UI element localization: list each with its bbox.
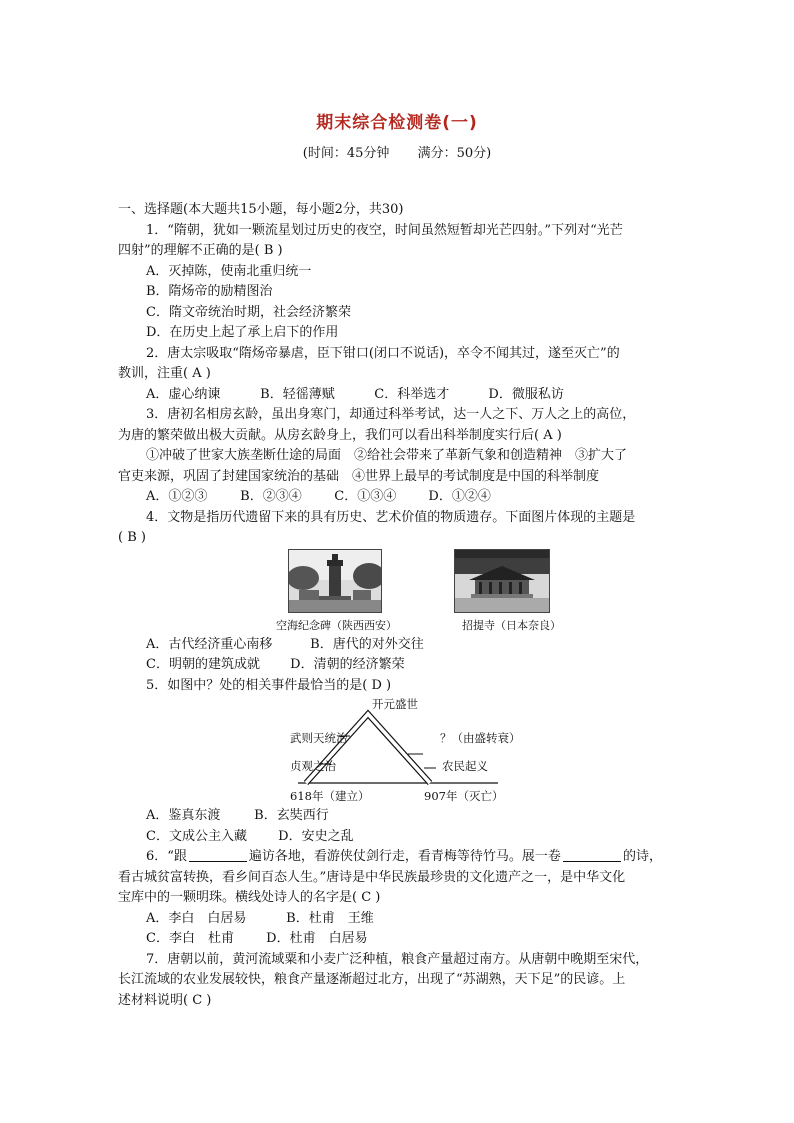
q6-stem-part3: 的诗，: [622, 849, 662, 864]
q5-option-d: D．安史之乱: [278, 828, 354, 844]
q3-items: ①冲破了世家大族垄断仕途的局面 ②给社会带来了革新气象和创造精神 ③扩大了: [146, 448, 628, 463]
q3-option-d: D．①②④: [428, 489, 491, 504]
q2-stem: 2．唐太宗吸取“隋炀帝暴虐，臣下钳口(闭口不说话)，卒令不闻其过，遂至灭亡”的: [146, 345, 620, 361]
q3-options: [118, 487, 678, 508]
q4-option-d: D．清朝的经济繁荣: [290, 657, 405, 672]
q1-stem-cont: 四射”的理解不正确的是( B ): [118, 243, 283, 258]
q6-stem-cont2: 宝库中的一颗明珠。横线处诗人的名字是( C ): [118, 890, 381, 905]
q5-options-2: [118, 827, 678, 848]
q3-stem-cont: 为唐的繁荣做出极大贡献。从房玄龄身上，我们可以看出科举制度实行后( A ): [118, 427, 562, 443]
q4-stem: 4．文物是指历代遗留下来的具有历史、艺术价值的物质遗存。下面图片体现的主题是: [146, 509, 636, 525]
q5-stem: 5．如图中？处的相关事件最恰当的是( D ): [146, 677, 392, 693]
q2-option-c: C．科举选才: [374, 386, 450, 402]
q7-stem: 7．唐朝以前，黄河流域粟和小麦广泛种植，粮食产量超过南方。从唐朝中晚期至宋代，: [146, 951, 649, 967]
q2-option-b: B．轻徭薄赋: [260, 386, 335, 402]
q6-option-a: A．李白 白居易: [146, 910, 247, 926]
q3-stem: 3．唐初名相房玄龄，虽出身寒门，却通过科举考试，达一人之下、万人之上的高位，: [146, 407, 636, 422]
q4-options-2: [118, 655, 678, 676]
q6-option-d: D．杜甫 白居易: [266, 931, 368, 946]
q3-option-a: A．①②③: [146, 489, 208, 504]
exam-score: 满分：50分): [417, 146, 492, 161]
q6-blank-2: [563, 847, 621, 862]
q2-option-a: A．虚心纳谏: [146, 386, 221, 402]
diagram-label-r1: ？（由盛转衰）: [440, 731, 521, 745]
q6-option-b: B．杜甫 王维: [286, 910, 374, 926]
q5-option-c: C．文成公主入藏: [146, 828, 247, 844]
diagram-label-l1: 武则天统治: [290, 731, 348, 745]
q2-option-d: D．微服私访: [488, 386, 564, 402]
diagram-label-r2: 农民起义: [442, 759, 488, 773]
q7-stem-cont2: 述材料说明( C ): [118, 992, 212, 1008]
diagram-label-l2: 贞观之治: [290, 759, 336, 773]
diagram-label-end: 907年（灭亡）: [424, 789, 504, 803]
tang-dynasty-diagram: [118, 696, 678, 806]
toshodaiji-photo: [454, 549, 550, 613]
q4-option-c: C．明朝的建筑成就: [146, 657, 260, 672]
q7-stem-cont: 长江流域的农业发展较快，粮食产量逐渐超过北方，出现了“苏湖熟，天下足”的民谚。上: [118, 972, 626, 987]
q6-stem-part2: 遍访各地，看游侠仗剑行走，看青梅等待竹马。展一卷: [248, 849, 561, 864]
q1-option-d: D．在历史上起了承上启下的作用: [146, 325, 339, 340]
q3-option-c: C．①③④: [334, 489, 397, 504]
exam-subtitle: [0, 142, 794, 161]
q2-stem-cont: 教训，注重( A ): [118, 366, 211, 381]
q6-stem-part1: 6．“跟: [146, 849, 187, 864]
q4-stem-cont: ( B ): [118, 530, 146, 545]
q6-blank-1: [189, 847, 247, 862]
section-heading: 一、选择题(本大题共15小题，每小题2分，共30): [118, 202, 404, 217]
q4-caption-2: 招提寺（日本奈良）: [462, 618, 561, 632]
q5-option-a: A．鉴真东渡: [146, 808, 221, 823]
diagram-label-start: 618年（建立）: [290, 789, 370, 803]
q2-options: [118, 385, 678, 406]
exam-time: (时间：45分钟: [302, 146, 390, 161]
q1-stem: 1．“隋朝，犹如一颗流星划过历史的夜空，时间虽然短暂却光芒四射。”下列对“光芒: [146, 222, 623, 238]
q3-items-cont: 官吏来源，巩固了封建国家统治的基础 ④世界上最早的考试制度是中国的科举制度: [118, 468, 600, 484]
q6-option-c: C．李白 杜甫: [146, 931, 234, 946]
q4-caption-1: 空海纪念碑（陕西西安）: [276, 618, 397, 632]
q1-option-b: B．隋炀帝的励精图治: [146, 284, 273, 299]
q6-stem: [118, 847, 678, 868]
q6-options-2: [118, 929, 678, 950]
q4-figures: [118, 549, 678, 635]
diagram-label-top: 开元盛世: [372, 697, 418, 711]
q6-options-1: [118, 909, 678, 930]
q4-option-b: B．唐代的对外交往: [310, 636, 424, 652]
exam-title: 期末综合检测卷(一): [316, 113, 478, 133]
q6-stem-cont: 看古城贫富转换，看乡间百态人生。”唐诗是中华民族最珍贵的文化遗产之一，是中华文化: [118, 869, 626, 885]
kukai-monument-photo: [288, 549, 382, 613]
q4-option-a: A．古代经济重心南移: [146, 636, 273, 652]
q5-options-1: [118, 806, 678, 827]
q5-option-b: B．玄奘西行: [254, 808, 329, 823]
q1-option-c: C．隋文帝统治时期，社会经济繁荣: [146, 304, 351, 320]
question-body: [118, 200, 678, 1011]
q3-option-b: B．②③④: [240, 489, 302, 504]
q1-option-a: A．灭掉陈，使南北重归统一: [146, 263, 312, 279]
q4-options-1: [118, 635, 678, 656]
